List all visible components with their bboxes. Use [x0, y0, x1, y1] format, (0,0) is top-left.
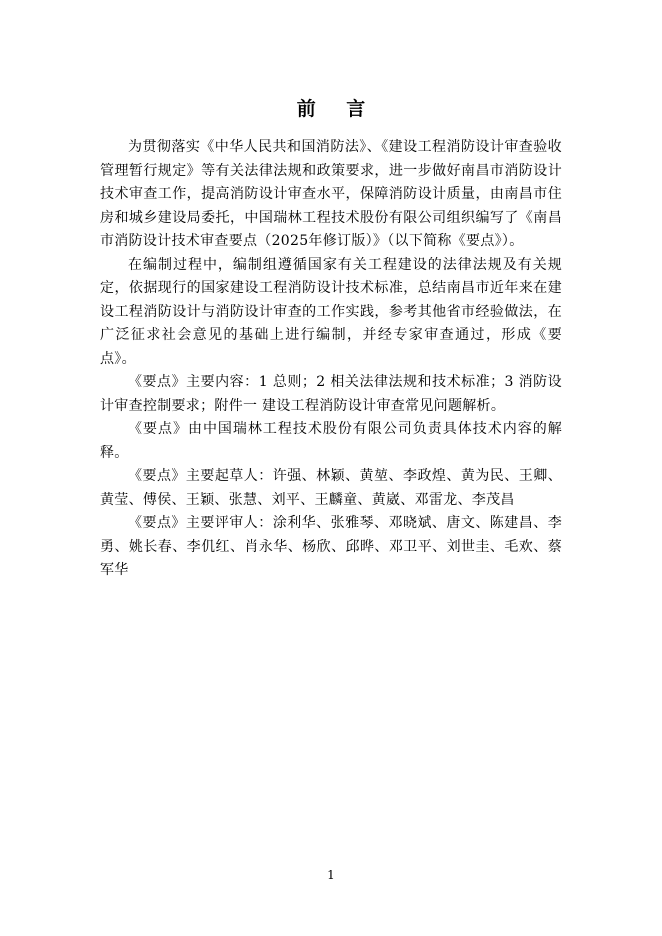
paragraph-reviewers: 《要点》主要评审人：涂利华、张雅琴、邓晓斌、唐文、陈建昌、李勇、姚长春、李仉红、肖永华、杨欣、邱晔、邓卫平、刘世圭、毛欢、蔡军华 [100, 515, 562, 578]
page-number: 1 [327, 868, 335, 882]
paragraph-compilation-process: 在编制过程中，编制组遵循国家有关工程建设的法律法规及有关规定，依据现行的国家建设工程消防设计技术标准，总结南昌市近年来在建设工程消防设计与消防设计审查的工作实践，参考其他省市经验做法，在广泛征求社会意见的基础上进行编制，并经专家审查通过，形成《要点》。 [100, 256, 562, 367]
paragraph-drafters: 《要点》主要起草人：许强、林颖、黄堃、李政煌、黄为民、王卿、黄莹、傅侯、王颖、张慧、刘平、王麟童、黄崴、邓雷龙、李茂昌 [100, 468, 562, 508]
paragraph-main-content: 《要点》主要内容：1 总则；2 相关法律法规和技术标准；3 消防设计审查控制要求；附件一 建设工程消防设计审查常见问题解析。 [100, 374, 562, 414]
paragraph-interpretation: 《要点》由中国瑞林工程技术股份有限公司负责具体技术内容的解释。 [100, 421, 562, 461]
body-text [100, 136, 562, 583]
page-title: 前 言 [296, 98, 378, 120]
paragraph-introduction: 为贯彻落实《中华人民共和国消防法》、《建设工程消防设计审查验收管理暂行规定》等有关法律法规和政策要求，进一步做好南昌市消防设计技术审查工作，提高消防设计审查水平，保障消防设计质量，由南昌市住房和城乡建设局委托，中国瑞林工程技术股份有限公司组织编写了《南昌市消防设计技术审查要点（2025年修订版）》（以下简称《要点》）。 [100, 139, 562, 249]
